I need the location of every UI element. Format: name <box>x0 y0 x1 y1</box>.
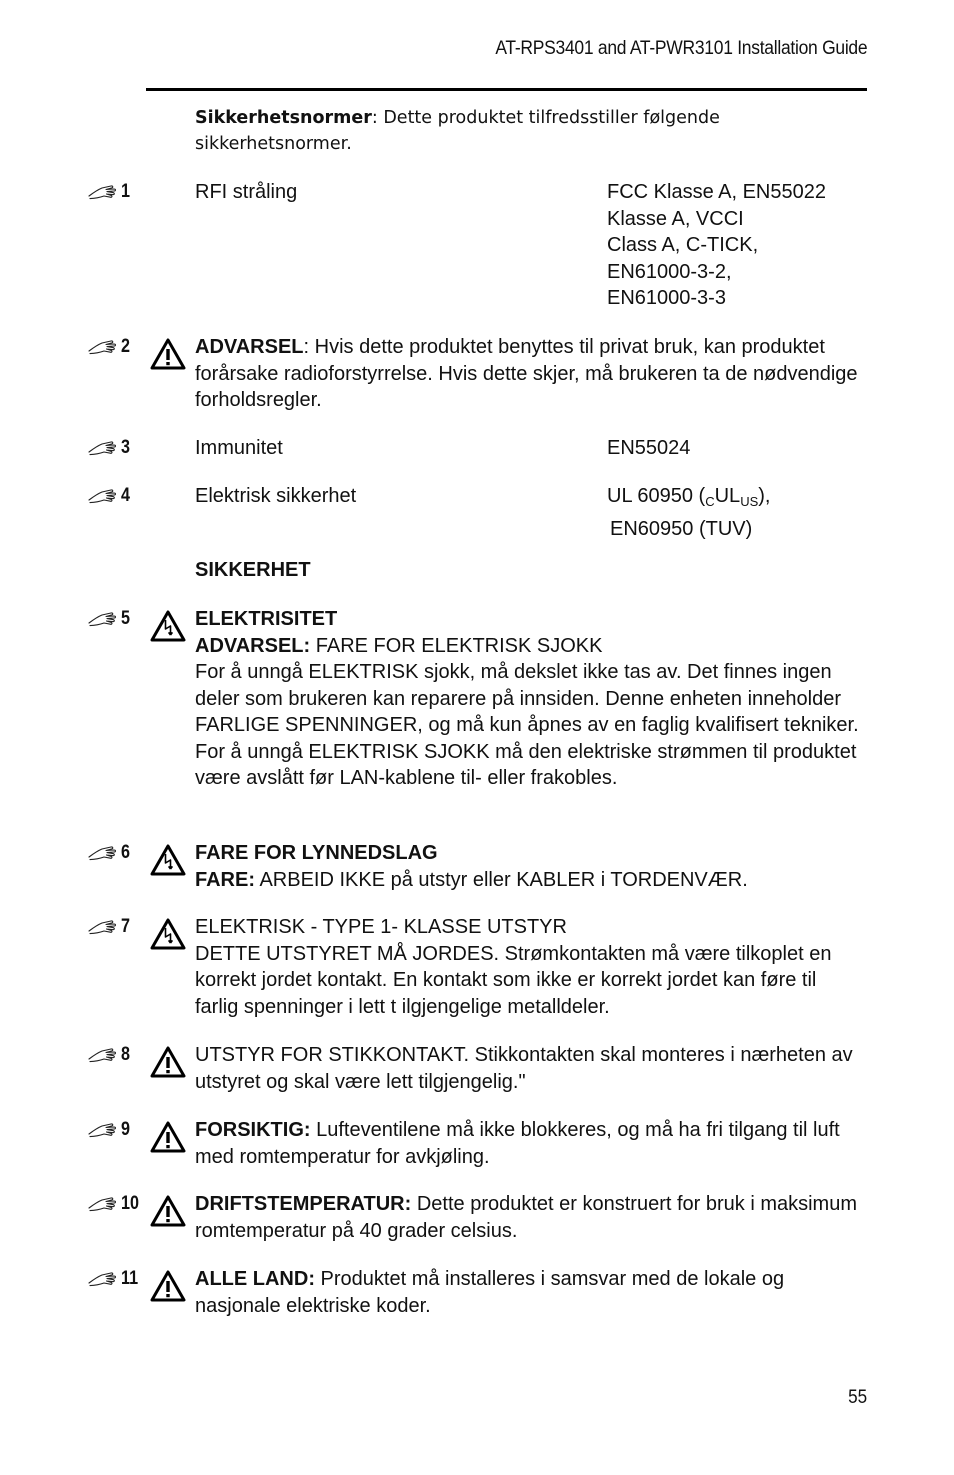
pointing-hand-icon <box>87 845 117 861</box>
item-heading: ELEKTRISITET <box>195 608 338 630</box>
pointing-hand-icon <box>87 919 117 935</box>
standard-label: RFI stråling <box>195 181 298 203</box>
item-marker <box>87 435 132 461</box>
item-heading: FARE FOR LYNNEDSLAG <box>195 842 438 864</box>
item-marker <box>87 1042 132 1068</box>
warning-subtitle: FARE FOR ELEKTRISK SJOKK <box>310 634 603 657</box>
item-text <box>195 1191 865 1244</box>
standard-value-line: Klasse A, VCCI <box>607 207 744 230</box>
item-text <box>195 840 865 893</box>
item-number: 7 <box>121 916 130 937</box>
item-number: 6 <box>121 842 130 863</box>
electric-shock-warning-icon <box>150 610 186 642</box>
item-heading: ELEKTRISK - TYPE 1- KLASSE UTSTYR <box>195 916 567 938</box>
warning-icon <box>150 1121 186 1153</box>
intro-text: : Dette produktet tilfredsstiller følgende sikkerhetsnormer. <box>195 108 720 154</box>
warning-label: ADVARSEL <box>195 336 304 358</box>
warning-icon <box>150 1046 186 1078</box>
warning-text: Produktet må installeres i samsvar med de lokale og nasjonale elektriske koder. <box>195 1268 785 1317</box>
subscript-us: US <box>740 494 759 509</box>
intro-bold-label: Sikkerhetsnormer <box>195 108 372 128</box>
pointing-hand-icon <box>87 611 117 627</box>
item-text <box>195 334 865 414</box>
warning-icon <box>150 1195 186 1227</box>
standard-value: EN55024 <box>607 437 691 459</box>
pointing-hand-icon <box>87 339 117 355</box>
item-marker <box>87 914 132 940</box>
pointing-hand-icon <box>87 184 117 200</box>
item-text <box>195 606 865 792</box>
warning-text: ARBEID IKKE på utstyr eller KABLER i TORDENVÆR. <box>255 868 748 891</box>
item-number: 3 <box>121 437 130 458</box>
warning-text: : Hvis dette produktet benyttes til privat bruk, kan produktet forårsake radioforstyrrelse. Hvis dette skjer, må brukeren ta de nødvendige forholdsregler. <box>195 336 858 411</box>
warning-label: FARE: <box>195 868 255 891</box>
item-text <box>195 1266 865 1319</box>
standard-value-line: EN60950 (TUV) <box>610 517 753 540</box>
item-marker <box>87 334 132 360</box>
standard-value-line: EN61000-3-3 <box>607 287 726 309</box>
pointing-hand-icon <box>87 440 117 456</box>
ul-mark: UL <box>714 485 741 507</box>
item-number: 5 <box>121 608 130 629</box>
intro-paragraph <box>195 105 855 157</box>
standard-value-b: ), <box>758 485 771 507</box>
item-marker <box>87 179 132 205</box>
standard-values <box>607 179 867 312</box>
item-marker <box>87 606 132 632</box>
warning-body: DETTE UTSTYRET MÅ JORDES. Strømkontakten må være tilkoplet en korrekt jordet kontakt. En kontakt som ikke er korrekt jordet kan føre til farlig spenninger i lett t ilgjengelige metalldeler. <box>195 942 832 1018</box>
item-number: 1 <box>121 181 130 202</box>
pointing-hand-icon <box>87 1047 117 1063</box>
item-number: 2 <box>121 336 130 357</box>
item-marker <box>87 1117 132 1143</box>
warning-label: FORSIKTIG: <box>195 1119 311 1141</box>
warning-label: ADVARSEL: <box>195 634 311 657</box>
item-marker <box>87 483 132 509</box>
item-text <box>195 914 865 1020</box>
page-number: 55 <box>847 1387 867 1408</box>
pointing-hand-icon <box>87 1196 117 1212</box>
warning-text: Lufteventilene må ikke blokkeres, og må ha fri tilgang til luft med romtemperatur for avkjøling. <box>195 1119 840 1168</box>
pointing-hand-icon <box>87 1271 117 1287</box>
standard-value-line: EN61000-3-2, <box>607 260 732 283</box>
item-marker <box>87 1191 142 1217</box>
warning-icon <box>150 1270 186 1302</box>
header-rule <box>146 88 867 91</box>
page-header-title: AT-RPS3401 and AT-PWR3101 Installation Guide <box>495 38 867 59</box>
item-number: 8 <box>121 1044 130 1065</box>
standard-value-line <box>607 483 867 516</box>
warning-label: ALLE LAND: <box>195 1268 315 1290</box>
electric-shock-warning-icon <box>150 918 186 950</box>
pointing-hand-icon <box>87 488 117 504</box>
item-text: UTSTYR FOR STIKKONTAKT. Stikkontakten skal monteres i nærheten av utstyret og skal være lett tilgjengelig." <box>195 1044 853 1093</box>
item-number: 10 <box>121 1193 139 1214</box>
item-number: 4 <box>121 485 130 506</box>
standard-values <box>607 483 867 542</box>
item-number: 9 <box>121 1119 130 1140</box>
electric-shock-warning-icon <box>150 844 186 876</box>
subscript-c: C <box>705 494 715 509</box>
item-marker <box>87 1266 141 1292</box>
pointing-hand-icon <box>87 1122 117 1138</box>
warning-body: For å unngå ELEKTRISK sjokk, må dekslet ikke tas av. Det finnes ingen deler som brukeren kan reparere på innsiden. Denne enheten inneholder FARLIGE SPENNINGER, og må kun åpnes av en faglig kvalifisert tekniker. For å unngå ELEKTRISK SJOKK må den elektriske strømmen til produktet være avslått før LAN-kablene til- eller frakobles. <box>195 661 859 789</box>
warning-icon <box>150 338 186 370</box>
standard-label: Elektrisk sikkerhet <box>195 485 357 507</box>
item-number: 11 <box>121 1268 139 1289</box>
item-text <box>195 1117 865 1170</box>
warning-label: DRIFTSTEMPERATUR: <box>195 1193 412 1215</box>
warning-text: Dette produktet er konstruert for bruk i maksimum romtemperatur på 40 grader celsius. <box>195 1193 857 1242</box>
standard-label: Immunitet <box>195 437 283 459</box>
item-marker <box>87 840 132 866</box>
standard-value-a: UL 60950 ( <box>607 485 706 507</box>
standard-value-line: Class A, C-TICK, <box>607 234 759 256</box>
section-heading: SIKKERHET <box>195 559 311 581</box>
standard-value-line: FCC Klasse A, EN55022 <box>607 181 826 203</box>
